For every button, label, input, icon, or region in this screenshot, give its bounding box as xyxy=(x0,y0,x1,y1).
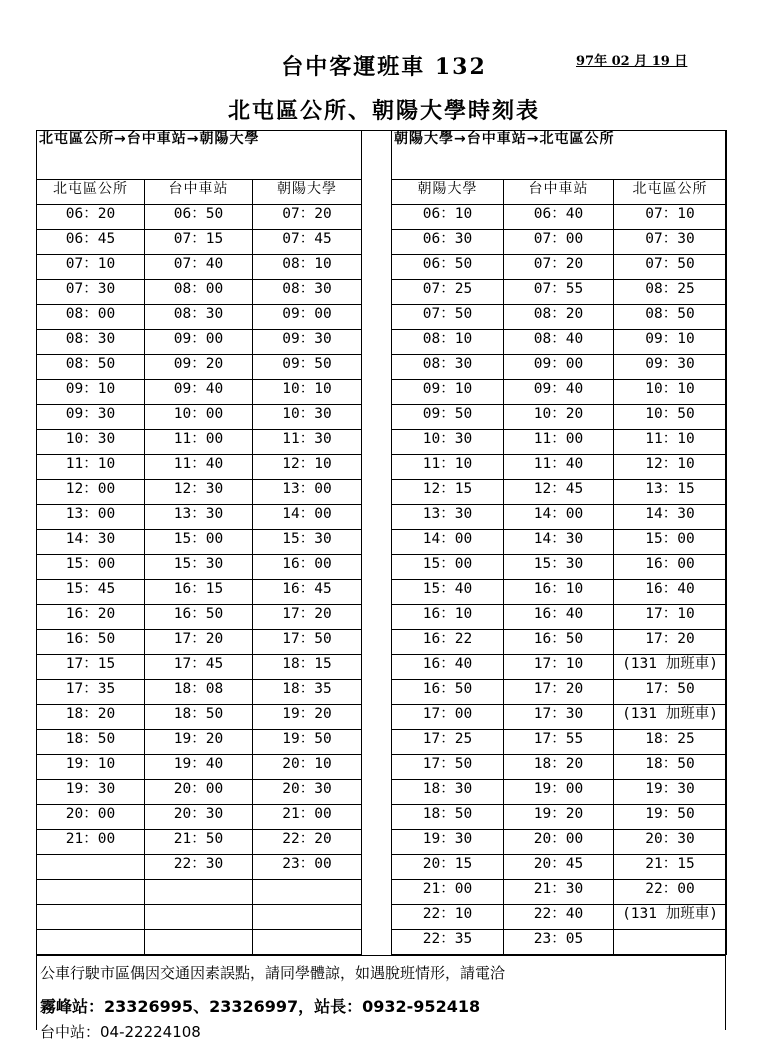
right-table-row xyxy=(392,730,727,755)
left-table-row xyxy=(37,880,362,905)
left-time-cell: 21：00 xyxy=(37,830,145,855)
left-time-cell: 08：00 xyxy=(145,280,253,305)
right-time-cell: 09：40 xyxy=(504,380,614,405)
left-time-cell: 08：30 xyxy=(145,305,253,330)
left-col-header: 台中車站 xyxy=(145,180,253,205)
right-table-row xyxy=(392,605,727,630)
right-time-cell: 19：20 xyxy=(504,805,614,830)
right-time-cell: 21：30 xyxy=(504,880,614,905)
right-table-row xyxy=(392,705,727,730)
left-table-row xyxy=(37,930,362,955)
left-time-cell: 22：30 xyxy=(145,855,253,880)
issue-date: 97年 02 月 19 日 xyxy=(576,54,688,69)
left-time-cell: 09：40 xyxy=(145,380,253,405)
right-time-cell: 08：50 xyxy=(614,305,727,330)
left-time-cell: 19：50 xyxy=(253,730,362,755)
left-table-row xyxy=(37,380,362,405)
left-time-cell: 06：50 xyxy=(145,205,253,230)
right-time-cell: 07：50 xyxy=(392,305,504,330)
left-time-cell: 15：45 xyxy=(37,580,145,605)
left-time-cell: 08：10 xyxy=(253,255,362,280)
right-table-row xyxy=(392,405,727,430)
left-time-cell: 16：45 xyxy=(253,580,362,605)
left-table-row xyxy=(37,530,362,555)
right-time-cell: 17：20 xyxy=(614,630,727,655)
right-table-row xyxy=(392,505,727,530)
right-time-cell: 16：50 xyxy=(504,630,614,655)
right-table-row xyxy=(392,880,727,905)
right-time-cell: (131 加班車) xyxy=(614,905,727,930)
left-time-cell: 16：15 xyxy=(145,580,253,605)
left-time-cell: 19：20 xyxy=(145,730,253,755)
left-time-cell: 11：30 xyxy=(253,430,362,455)
right-table-row xyxy=(392,580,727,605)
left-time-cell: 11：10 xyxy=(37,455,145,480)
right-time-cell: 19：50 xyxy=(614,805,727,830)
left-time-cell: 12：10 xyxy=(253,455,362,480)
left-time-cell: 15：00 xyxy=(145,530,253,555)
right-col-header: 朝陽大學 xyxy=(392,180,504,205)
left-time-cell: 15：30 xyxy=(253,530,362,555)
left-time-cell: 18：50 xyxy=(37,730,145,755)
left-time-cell: 16：50 xyxy=(37,630,145,655)
left-time-cell: 19：10 xyxy=(37,755,145,780)
right-time-cell: 15：00 xyxy=(392,555,504,580)
left-time-cell: 07：10 xyxy=(37,255,145,280)
right-table-row xyxy=(392,680,727,705)
right-table-row xyxy=(392,930,727,955)
right-time-cell: 07：30 xyxy=(614,230,727,255)
right-table-row xyxy=(392,655,727,680)
right-table-row xyxy=(392,755,727,780)
right-time-cell: 08：40 xyxy=(504,330,614,355)
left-time-cell xyxy=(37,855,145,880)
right-time-cell: 22：35 xyxy=(392,930,504,955)
right-time-cell: 20：45 xyxy=(504,855,614,880)
left-time-cell: 09：00 xyxy=(253,305,362,330)
left-time-cell xyxy=(145,905,253,930)
left-time-cell: 22：20 xyxy=(253,830,362,855)
right-time-cell: 06：50 xyxy=(392,255,504,280)
left-table-row xyxy=(37,830,362,855)
page-title: 台中客運班車 132 xyxy=(281,54,487,80)
right-time-cell: 20：30 xyxy=(614,830,727,855)
left-table-row xyxy=(37,805,362,830)
left-table-row xyxy=(37,405,362,430)
left-time-cell: 20：30 xyxy=(253,780,362,805)
right-time-cell: 16：10 xyxy=(504,580,614,605)
right-time-cell: 10：30 xyxy=(392,430,504,455)
right-time-cell: 17：00 xyxy=(392,705,504,730)
right-time-cell: 07：10 xyxy=(614,205,727,230)
page-subtitle: 北屯區公所、朝陽大學時刻表 xyxy=(227,98,540,124)
right-time-cell: 06：40 xyxy=(504,205,614,230)
right-time-cell: 09：10 xyxy=(392,380,504,405)
right-timetable xyxy=(391,130,727,955)
right-table-row xyxy=(392,555,727,580)
right-time-cell: 09：30 xyxy=(614,355,727,380)
right-table-row xyxy=(392,355,727,380)
note-taichung-phone: 台中站：04-22224108 xyxy=(40,1023,201,1041)
right-table-row xyxy=(392,305,727,330)
left-table-row xyxy=(37,855,362,880)
right-time-cell xyxy=(614,930,727,955)
right-time-cell: 14：00 xyxy=(504,505,614,530)
left-time-cell: 23：00 xyxy=(253,855,362,880)
right-time-cell: 09：50 xyxy=(392,405,504,430)
left-time-cell: 18：35 xyxy=(253,680,362,705)
left-time-cell: 16：20 xyxy=(37,605,145,630)
left-time-cell: 17：20 xyxy=(145,630,253,655)
left-time-cell: 17：35 xyxy=(37,680,145,705)
left-time-cell: 20：10 xyxy=(253,755,362,780)
right-table-row xyxy=(392,430,727,455)
right-table-row xyxy=(392,255,727,280)
right-time-cell: 23：05 xyxy=(504,930,614,955)
contact-note xyxy=(36,955,726,1041)
right-table-row xyxy=(392,480,727,505)
right-table-row xyxy=(392,455,727,480)
left-table-row xyxy=(37,755,362,780)
right-time-cell: 16：10 xyxy=(392,605,504,630)
left-time-cell: 06：20 xyxy=(37,205,145,230)
right-table-row xyxy=(392,855,727,880)
left-time-cell: 20：00 xyxy=(37,805,145,830)
left-time-cell: 20：00 xyxy=(145,780,253,805)
left-time-cell: 11：40 xyxy=(145,455,253,480)
right-time-cell: 07：20 xyxy=(504,255,614,280)
right-time-cell: 09：00 xyxy=(504,355,614,380)
right-time-cell: 11：10 xyxy=(614,430,727,455)
left-time-cell xyxy=(37,930,145,955)
right-time-cell: 19：30 xyxy=(614,780,727,805)
right-time-cell: 20：15 xyxy=(392,855,504,880)
right-time-cell: 17：10 xyxy=(614,605,727,630)
left-time-cell: 15：30 xyxy=(145,555,253,580)
right-time-cell: 19：00 xyxy=(504,780,614,805)
left-table-row xyxy=(37,480,362,505)
left-time-cell: 11：00 xyxy=(145,430,253,455)
left-time-cell: 16：00 xyxy=(253,555,362,580)
left-timetable xyxy=(36,130,362,955)
left-route-heading: 北屯區公所→台中車站→朝陽大學 xyxy=(37,131,362,180)
right-time-cell: 17：30 xyxy=(504,705,614,730)
right-time-cell: 15：30 xyxy=(504,555,614,580)
left-time-cell: 07：20 xyxy=(253,205,362,230)
right-time-cell: 12：15 xyxy=(392,480,504,505)
note-delay-text: 公車行駛市區偶因交通因素誤點，請同學體諒，如遇脫班情形，請電洽 xyxy=(40,964,506,982)
right-time-cell: 21：00 xyxy=(392,880,504,905)
left-table-row xyxy=(37,630,362,655)
left-time-cell: 09：20 xyxy=(145,355,253,380)
left-time-cell: 13：00 xyxy=(253,480,362,505)
left-time-cell: 15：00 xyxy=(37,555,145,580)
left-table-row xyxy=(37,230,362,255)
right-time-cell: 08：20 xyxy=(504,305,614,330)
left-table-row xyxy=(37,780,362,805)
right-col-header: 台中車站 xyxy=(504,180,614,205)
right-table-row xyxy=(392,280,727,305)
right-time-cell: 07：25 xyxy=(392,280,504,305)
right-time-cell: 17：50 xyxy=(392,755,504,780)
right-time-cell: 18：50 xyxy=(392,805,504,830)
left-time-cell: 09：50 xyxy=(253,355,362,380)
right-time-cell: (131 加班車) xyxy=(614,655,727,680)
right-time-cell: 10：20 xyxy=(504,405,614,430)
left-table-row xyxy=(37,605,362,630)
right-time-cell: 18：20 xyxy=(504,755,614,780)
right-time-cell: 10：10 xyxy=(614,380,727,405)
right-time-cell: 11：40 xyxy=(504,455,614,480)
right-time-cell: 11：10 xyxy=(392,455,504,480)
right-time-cell: 07：55 xyxy=(504,280,614,305)
left-time-cell: 19：20 xyxy=(253,705,362,730)
left-table-row xyxy=(37,430,362,455)
left-table-row xyxy=(37,255,362,280)
right-table-row xyxy=(392,780,727,805)
left-table-row xyxy=(37,355,362,380)
left-time-cell xyxy=(253,880,362,905)
right-time-cell: 17：25 xyxy=(392,730,504,755)
left-time-cell: 20：30 xyxy=(145,805,253,830)
right-time-cell: 17：50 xyxy=(614,680,727,705)
left-time-cell: 14：30 xyxy=(37,530,145,555)
right-time-cell: 16：40 xyxy=(504,605,614,630)
left-time-cell: 18：08 xyxy=(145,680,253,705)
right-time-cell: 17：55 xyxy=(504,730,614,755)
left-time-cell: 07：30 xyxy=(37,280,145,305)
left-time-cell: 10：30 xyxy=(253,405,362,430)
right-time-cell: (131 加班車) xyxy=(614,705,727,730)
left-time-cell: 08：50 xyxy=(37,355,145,380)
right-time-cell: 06：10 xyxy=(392,205,504,230)
left-table-row xyxy=(37,505,362,530)
left-table-row xyxy=(37,205,362,230)
left-time-cell: 18：15 xyxy=(253,655,362,680)
left-time-cell xyxy=(253,930,362,955)
left-time-cell: 18：20 xyxy=(37,705,145,730)
right-time-cell: 06：30 xyxy=(392,230,504,255)
right-time-cell: 19：30 xyxy=(392,830,504,855)
left-time-cell: 07：40 xyxy=(145,255,253,280)
left-table-row xyxy=(37,680,362,705)
right-time-cell: 17：20 xyxy=(504,680,614,705)
left-time-cell: 07：45 xyxy=(253,230,362,255)
left-time-cell: 14：00 xyxy=(253,505,362,530)
left-time-cell: 16：50 xyxy=(145,605,253,630)
left-time-cell: 12：30 xyxy=(145,480,253,505)
right-time-cell: 20：00 xyxy=(504,830,614,855)
left-time-cell: 13：00 xyxy=(37,505,145,530)
left-time-cell: 12：00 xyxy=(37,480,145,505)
left-time-cell: 18：50 xyxy=(145,705,253,730)
right-time-cell: 18：30 xyxy=(392,780,504,805)
right-time-cell: 16：40 xyxy=(392,655,504,680)
right-time-cell: 12：45 xyxy=(504,480,614,505)
left-table-row xyxy=(37,330,362,355)
left-time-cell: 07：15 xyxy=(145,230,253,255)
right-time-cell: 07：00 xyxy=(504,230,614,255)
left-time-cell: 10：00 xyxy=(145,405,253,430)
right-time-cell: 18：25 xyxy=(614,730,727,755)
left-table-row xyxy=(37,905,362,930)
right-time-cell: 11：00 xyxy=(504,430,614,455)
left-table-row xyxy=(37,705,362,730)
left-time-cell: 21：50 xyxy=(145,830,253,855)
right-table-row xyxy=(392,205,727,230)
left-time-cell xyxy=(37,880,145,905)
left-time-cell: 17：20 xyxy=(253,605,362,630)
right-time-cell: 08：25 xyxy=(614,280,727,305)
left-time-cell: 09：00 xyxy=(145,330,253,355)
left-time-cell: 19：30 xyxy=(37,780,145,805)
left-table-row xyxy=(37,305,362,330)
left-table-row xyxy=(37,455,362,480)
right-time-cell: 10：50 xyxy=(614,405,727,430)
right-time-cell: 07：50 xyxy=(614,255,727,280)
right-time-cell: 09：10 xyxy=(614,330,727,355)
right-table-row xyxy=(392,630,727,655)
left-time-cell: 08：30 xyxy=(253,280,362,305)
right-time-cell: 17：10 xyxy=(504,655,614,680)
left-time-cell: 21：00 xyxy=(253,805,362,830)
right-time-cell: 21：15 xyxy=(614,855,727,880)
right-time-cell: 15：40 xyxy=(392,580,504,605)
left-time-cell: 17：15 xyxy=(37,655,145,680)
left-time-cell: 09：30 xyxy=(37,405,145,430)
left-table-row xyxy=(37,730,362,755)
right-time-cell: 16：50 xyxy=(392,680,504,705)
right-time-cell: 22：40 xyxy=(504,905,614,930)
left-time-cell: 06：45 xyxy=(37,230,145,255)
right-time-cell: 22：10 xyxy=(392,905,504,930)
right-time-cell: 08：30 xyxy=(392,355,504,380)
left-time-cell xyxy=(253,905,362,930)
note-wufeng-phone: 霧峰站：23326995、23326997，站長：0932-952418 xyxy=(40,997,481,1016)
right-time-cell: 13：15 xyxy=(614,480,727,505)
right-time-cell: 14：00 xyxy=(392,530,504,555)
left-time-cell: 10：30 xyxy=(37,430,145,455)
right-table-row xyxy=(392,805,727,830)
right-table-row xyxy=(392,330,727,355)
right-time-cell: 22：00 xyxy=(614,880,727,905)
right-time-cell: 14：30 xyxy=(614,505,727,530)
right-time-cell: 18：50 xyxy=(614,755,727,780)
right-col-header: 北屯區公所 xyxy=(614,180,727,205)
right-table-row xyxy=(392,830,727,855)
right-table-row xyxy=(392,905,727,930)
left-time-cell xyxy=(145,880,253,905)
right-time-cell: 16：00 xyxy=(614,555,727,580)
left-time-cell: 08：00 xyxy=(37,305,145,330)
right-time-cell: 12：10 xyxy=(614,455,727,480)
left-time-cell xyxy=(37,905,145,930)
left-table-row xyxy=(37,280,362,305)
right-route-heading: 朝陽大學→台中車站→北屯區公所 xyxy=(392,131,727,180)
left-time-cell: 17：45 xyxy=(145,655,253,680)
left-table-row xyxy=(37,655,362,680)
right-time-cell: 08：10 xyxy=(392,330,504,355)
right-time-cell: 15：00 xyxy=(614,530,727,555)
left-time-cell: 08：30 xyxy=(37,330,145,355)
right-time-cell: 16：22 xyxy=(392,630,504,655)
left-time-cell xyxy=(145,930,253,955)
right-time-cell: 13：30 xyxy=(392,505,504,530)
left-time-cell: 09：30 xyxy=(253,330,362,355)
right-table-row xyxy=(392,530,727,555)
left-time-cell: 19：40 xyxy=(145,755,253,780)
left-col-header: 朝陽大學 xyxy=(253,180,362,205)
left-time-cell: 10：10 xyxy=(253,380,362,405)
right-table-row xyxy=(392,230,727,255)
right-time-cell: 16：40 xyxy=(614,580,727,605)
left-time-cell: 13：30 xyxy=(145,505,253,530)
right-time-cell: 14：30 xyxy=(504,530,614,555)
right-table-row xyxy=(392,380,727,405)
left-table-row xyxy=(37,555,362,580)
left-time-cell: 09：10 xyxy=(37,380,145,405)
left-table-row xyxy=(37,580,362,605)
left-col-header: 北屯區公所 xyxy=(37,180,145,205)
left-time-cell: 17：50 xyxy=(253,630,362,655)
